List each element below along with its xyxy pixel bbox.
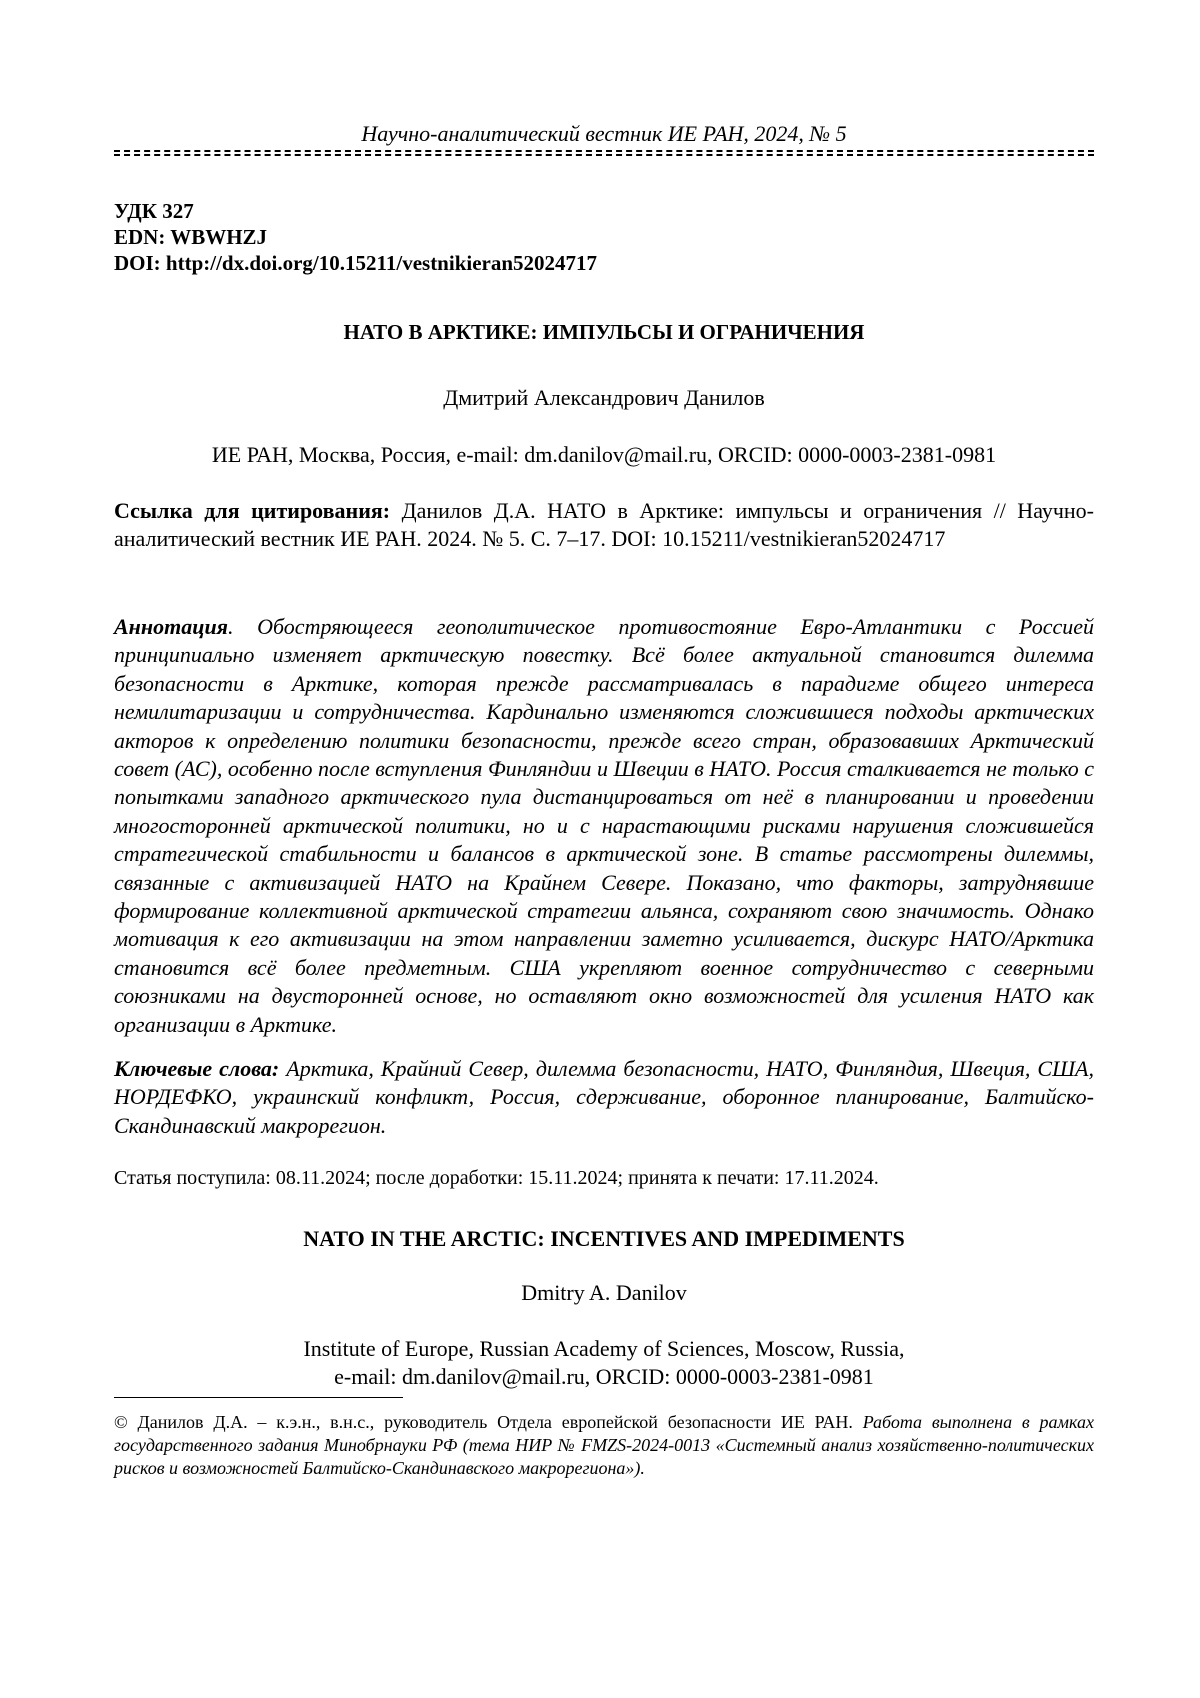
article-title-ru: НАТО В АРКТИКЕ: ИМПУЛЬСЫ И ОГРАНИЧЕНИЯ [343,320,865,344]
keywords-label: Ключевые слова: [114,1056,280,1081]
author-en: Dmitry A. Danilov [521,1280,687,1305]
affiliation-en [114,1335,1094,1391]
author-ru: Дмитрий Александрович Данилов [443,385,765,410]
running-head: Научно-аналитический вестник ИЕ РАН, 2024, № 5 [361,121,847,146]
footnote [114,1411,1094,1480]
header-double-rule [114,150,1094,156]
abstract-label: Аннотация [114,614,229,639]
udc-code: УДК 327 [114,199,194,223]
keywords-text: Арктика, Крайний Север, дилемма безопасности, НАТО, Финляндия, Швеция, США, НОРДЕФКО, украинский конфликт, Россия, сдерживание, оборонное планирование, Балтийско-Скандинавский макрорегион. [114,1056,1094,1138]
abstract-block [114,613,1094,1039]
affiliation-ru: ИЕ РАН, Москва, Россия, e-mail: dm.danilov@mail.ru, ORCID: 0000-0003-2381-0981 [211,442,997,467]
citation-text: Данилов Д.А. НАТО в Арктике: импульсы и ограничения // Научно-аналитический вестник ИЕ РАН. 2024. № 5. С. 7–17. DOI: 10.15211/vestnikieran52024717 [114,498,1095,551]
article-meta [114,198,597,276]
affiliation-en-line2: e-mail: dm.danilov@mail.ru, ORCID: 0000-0003-2381-0981 [334,1364,874,1389]
citation-label: Ссылка для цитирования: [114,498,391,523]
doi-link[interactable]: DOI: http://dx.doi.org/10.15211/vestnikieran52024717 [114,251,598,275]
article-title-en: NATO IN THE ARCTIC: INCENTIVES AND IMPEDIMENTS [303,1226,905,1251]
edn-code: EDN: WBWHZJ [114,225,268,249]
footnote-italic: Работа выполнена в рамках государственного задания Минобрнауки РФ (тема НИР № FMZS-2024-0013 «Системный анализ хозяйственно-политических рисков и возможностей Балтийско-Скандинавского макрорегиона»). [114,1412,1094,1478]
footnote-plain: © Данилов Д.А. – к.э.н., в.н.с., руководитель Отдела европейской безопасности ИЕ РАН. [114,1412,863,1432]
affiliation-en-line1: Institute of Europe, Russian Academy of Sciences, Moscow, Russia, [303,1336,905,1361]
received-dates: Статья поступила: 08.11.2024; после доработки: 15.11.2024; принята к печати: 17.11.2024. [114,1167,879,1189]
citation-block [114,497,1094,553]
abstract-text: . Обостряющееся геополитическое противостояние Евро-Атлантики с Россией принципиально изменяет арктическую повестку. Всё более актуальной становится дилемма безопасности в Арктике, которая прежде рассматривалась в парадигме общего интереса немилитаризации и сотрудничества. Кардинально изменяются сложившиеся подходы арктических акторов к определению политики безопасности, прежде всего стран, образовавших Арктический совет (АС), особенно после вступления Финляндии и Швеции в НАТО. Россия сталкивается не только с попытками западного арктического пула дистанцироваться от неё в планировании и проведении многосторонней арктической политики, но и с нарастающими рисками нарушения сложившейся стратегической стабильности и балансов в арктической зоне. В статье рассмотрены дилеммы, связанные с активизацией НАТО на Крайнем Севере. Показано, что факторы, затруднявшие формирование коллективной арктической стратегии альянса, сохраняют свою значимость. Однако мотивация к его активизации на этом направлении заметно усиливается, дискурс НАТО/Арктика становится всё более предметным. США укрепляют военное сотрудничество с северными союзниками на двусторонней основе, но оставляют окно возможностей для усиления НАТО как организации в Арктике. [114,614,1094,1037]
footnote-divider [114,1397,403,1398]
keywords-block [114,1055,1094,1140]
